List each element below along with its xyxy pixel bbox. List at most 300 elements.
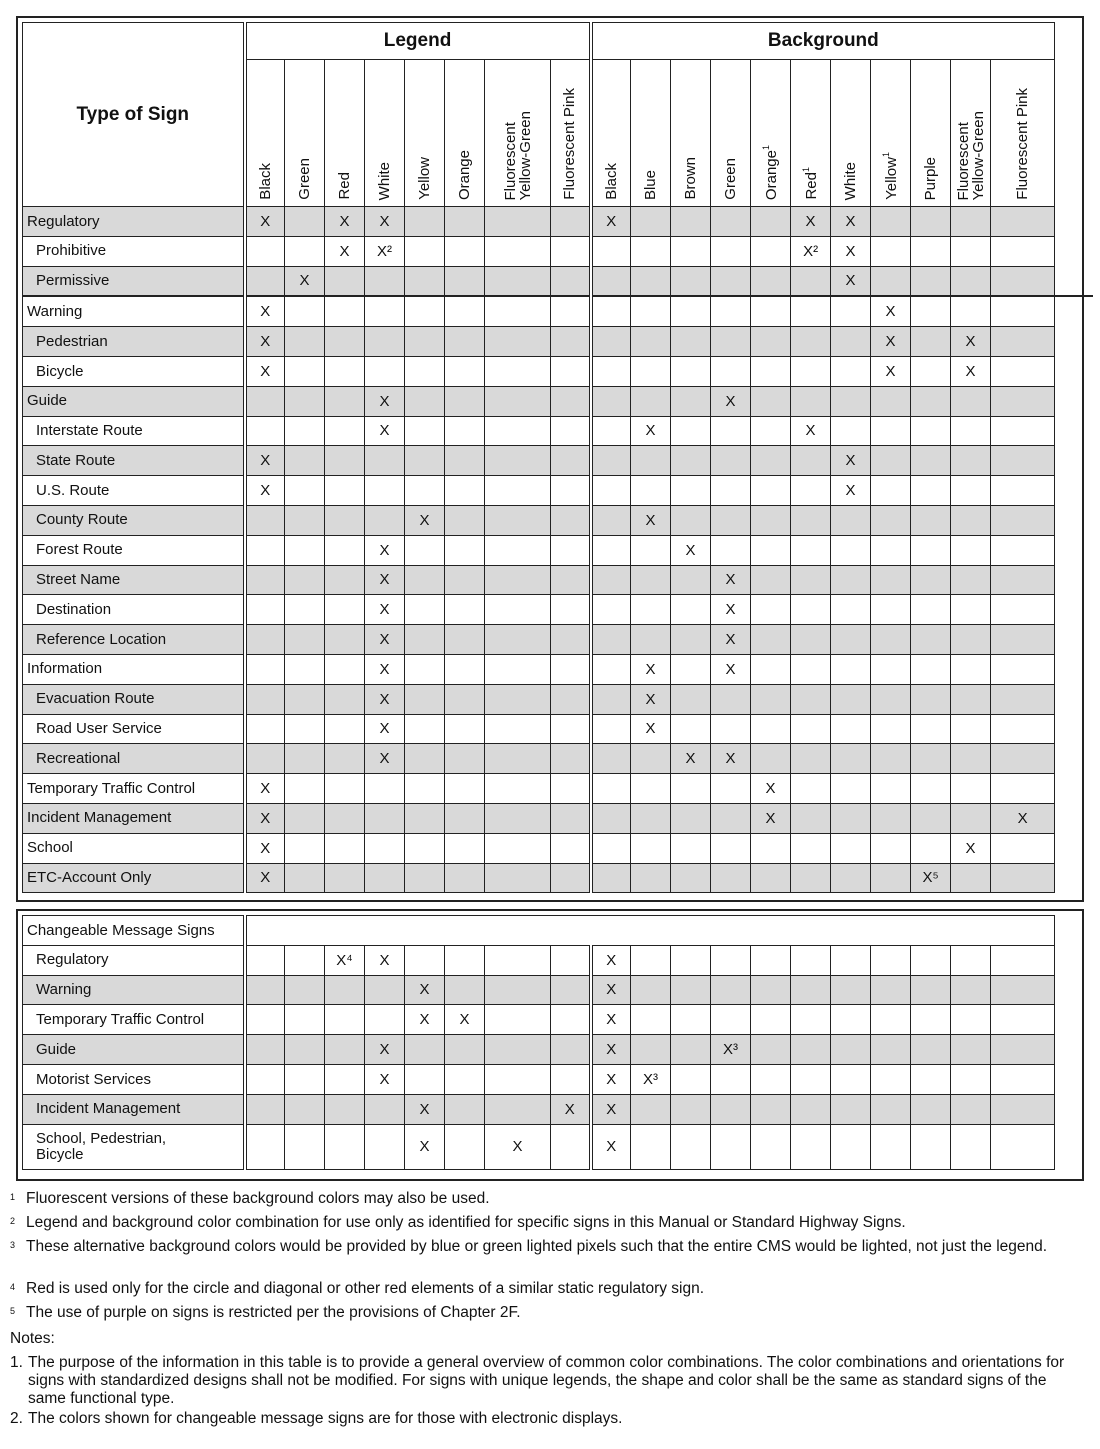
sign-type-name: Warning [23,296,245,326]
legend-cell [485,236,551,266]
footnote-mark: 4 [10,1282,16,1292]
legend-cell [405,1035,445,1065]
background-cell [591,803,631,833]
background-cell [951,714,991,744]
legend-cell [485,327,551,357]
background-cell: X² [791,236,831,266]
background-cell [671,356,711,386]
legend-cell: X [325,236,365,266]
table-row [23,1005,1093,1035]
background-cell: X [711,595,751,625]
table-row [23,684,1093,714]
table-row [23,975,1093,1005]
legend-cell: X [365,1064,405,1094]
background-cell [791,1124,831,1169]
background-cell [911,1094,951,1124]
legend-column-header [445,60,485,207]
background-cell [951,505,991,535]
legend-cell [405,356,445,386]
background-cell [791,446,831,476]
legend-cell [245,744,285,774]
background-cell [631,356,671,386]
legend-cell [485,446,551,476]
legend-cell [405,744,445,774]
legend-cell [445,833,485,863]
legend-cell [405,416,445,446]
background-cell [951,684,991,714]
legend-cell [285,386,325,416]
background-cell [871,565,911,595]
background-cell [791,1035,831,1065]
legend-column-label-text: Black [256,163,274,200]
background-cell: X [591,1035,631,1065]
legend-cell [445,774,485,804]
legend-cell: X [245,774,285,804]
background-column-label [1015,88,1030,200]
footnote-ref: 1 [761,144,772,150]
background-cell [711,1094,751,1124]
background-cell [631,945,671,975]
legend-cell [445,595,485,625]
background-cell [911,1035,951,1065]
legend-cell [325,1124,365,1169]
background-cell [631,803,671,833]
background-cell [631,386,671,416]
background-cell: X³ [631,1064,671,1094]
background-cell [791,803,831,833]
background-cell [591,416,631,446]
legend-cell [551,476,591,506]
table-row [23,207,1093,237]
background-cell [951,975,991,1005]
sign-type-name: State Route [23,446,245,476]
legend-cell [245,714,285,744]
background-cell: X [951,833,991,863]
background-cell [591,236,631,266]
background-cell: X [631,505,671,535]
background-cell [591,654,631,684]
sign-type-name: Information [23,654,245,684]
legend-cell [325,327,365,357]
cms-rows [23,916,1093,1170]
background-cell [991,207,1055,237]
legend-cell [405,803,445,833]
legend-column-header [285,60,325,207]
sign-type-name: Guide [23,386,245,416]
legend-column-label [417,157,432,200]
legend-cell [551,535,591,565]
background-column-label [843,162,858,200]
background-cell [751,446,791,476]
background-cell [791,684,831,714]
background-cell [871,505,911,535]
legend-cell: X [245,356,285,386]
background-cell [871,654,911,684]
background-cell [631,774,671,804]
legend-cell: X [365,625,405,655]
background-cell [791,863,831,893]
background-cell [991,1124,1055,1169]
background-cell [711,833,751,863]
legend-cell: X [245,296,285,326]
legend-cell [445,803,485,833]
background-cell [831,714,871,744]
legend-cell [445,266,485,296]
background-cell [831,1064,871,1094]
legend-cell [325,714,365,744]
background-cell [791,945,831,975]
background-cell [711,1064,751,1094]
legend-cell [285,1124,325,1169]
legend-group-header: Legend [245,23,591,60]
table-row [23,945,1093,975]
background-cell [951,535,991,565]
background-cell [911,1005,951,1035]
legend-cell: X [365,535,405,565]
background-cell [951,416,991,446]
background-cell [631,296,671,326]
legend-cell [485,1035,551,1065]
background-cell [791,774,831,804]
background-cell [911,476,951,506]
background-cell [671,266,711,296]
legend-cell [365,446,405,476]
background-cell [911,744,951,774]
legend-cell [325,863,365,893]
legend-column-label-text: Orange [456,149,473,200]
background-cell [871,833,911,863]
background-cell [711,535,751,565]
cms-table-frame [16,909,1084,1181]
background-cell [791,565,831,595]
background-cell [751,207,791,237]
legend-cell [245,1094,285,1124]
legend-cell [325,535,365,565]
legend-cell [365,266,405,296]
background-column-label [683,157,698,200]
table-row [23,476,1093,506]
legend-cell [405,207,445,237]
background-cell [831,975,871,1005]
background-cell [671,416,711,446]
legend-cell [485,975,551,1005]
background-cell: X [991,803,1055,833]
background-cell [791,625,831,655]
table-row [23,714,1093,744]
legend-cell [245,266,285,296]
legend-column-header [325,60,365,207]
background-cell [911,266,951,296]
legend-cell: X [365,945,405,975]
background-cell [831,654,871,684]
background-cell [871,714,911,744]
background-cell [831,1094,871,1124]
sign-type-name: Evacuation Route [23,684,245,714]
background-cell [831,684,871,714]
background-cell [671,975,711,1005]
legend-cell: X [405,1124,445,1169]
legend-cell [445,296,485,326]
background-cell [591,476,631,506]
legend-cell: X [365,1035,405,1065]
background-cell: X [591,1094,631,1124]
legend-cell [245,684,285,714]
legend-cell [551,774,591,804]
legend-cell [485,476,551,506]
sign-type-name: School [23,833,245,863]
background-column-label [723,158,738,200]
background-cell [671,565,711,595]
legend-cell [325,356,365,386]
table-row [23,1035,1093,1065]
background-cell [671,684,711,714]
background-cell: X [791,207,831,237]
background-cell [791,296,831,326]
background-cell [671,863,711,893]
background-column-header [751,60,791,207]
legend-cell: X [405,505,445,535]
legend-cell [551,684,591,714]
background-cell [831,945,871,975]
table-row [23,833,1093,863]
legend-cell [405,774,445,804]
background-cell [991,1005,1055,1035]
legend-column-label [562,88,577,200]
background-cell: X [831,266,871,296]
table-row [23,863,1093,893]
legend-cell [285,1094,325,1124]
background-cell [591,565,631,595]
background-cell [951,1064,991,1094]
legend-cell [405,236,445,266]
sign-type-name: Road User Service [23,714,245,744]
legend-cell [285,296,325,326]
legend-cell [285,236,325,266]
background-cell [831,1124,871,1169]
legend-cell [551,296,591,326]
background-cell [671,945,711,975]
background-cell [991,535,1055,565]
background-cell [911,1064,951,1094]
legend-cell [245,505,285,535]
legend-column-label [258,163,273,200]
legend-cell [551,1064,591,1094]
background-cell [671,1005,711,1035]
legend-cell [405,386,445,416]
background-cell [671,1094,711,1124]
background-cell [671,476,711,506]
legend-cell [445,535,485,565]
legend-cell [551,744,591,774]
legend-cell [285,356,325,386]
legend-column-label-text: Red [336,172,353,200]
background-cell [871,476,911,506]
legend-cell [365,863,405,893]
legend-cell [405,296,445,326]
legend-cell [365,505,405,535]
legend-cell: X [245,833,285,863]
background-cell [911,446,951,476]
footnote-text: Red is used only for the circle and diagonal or other red elements of a similar static regulatory sign. [26,1280,705,1297]
table-row [23,774,1093,804]
legend-cell: X [365,207,405,237]
background-cell [671,446,711,476]
background-cell [751,1064,791,1094]
legend-cell [365,975,405,1005]
background-cell [671,774,711,804]
background-cell [751,266,791,296]
legend-cell [245,416,285,446]
legend-cell [245,1064,285,1094]
background-cell [751,744,791,774]
legend-cell [365,327,405,357]
background-cell [871,236,911,266]
background-cell: X [591,207,631,237]
background-cell [671,654,711,684]
legend-cell [551,654,591,684]
background-column-label [882,152,899,200]
legend-cell [485,266,551,296]
background-cell: X [831,446,871,476]
legend-cell [445,505,485,535]
background-cell [991,266,1055,296]
background-cell [711,1124,751,1169]
background-cell [631,565,671,595]
legend-cell [445,684,485,714]
background-cell [591,266,631,296]
background-cell [711,505,751,535]
background-cell: X [871,296,911,326]
legend-cell [551,1005,591,1035]
legend-cell [365,476,405,506]
legend-cell [405,535,445,565]
footnote-mark: 1 [10,1192,16,1202]
legend-cell [405,327,445,357]
legend-cell [325,386,365,416]
legend-cell [285,446,325,476]
sign-type-name: Street Name [23,565,245,595]
background-column-header [791,60,831,207]
background-cell [991,684,1055,714]
background-cell [791,975,831,1005]
background-cell [791,356,831,386]
background-cell [911,975,951,1005]
background-cell [911,774,951,804]
background-cell [671,803,711,833]
background-cell [791,327,831,357]
background-cell [991,833,1055,863]
background-cell [991,356,1055,386]
legend-cell [445,207,485,237]
background-cell [671,714,711,744]
legend-cell [551,386,591,416]
legend-cell [485,774,551,804]
legend-cell: X [325,207,365,237]
background-cell [631,1035,671,1065]
legend-column-label-text: Yellow [416,157,433,200]
background-cell [831,1005,871,1035]
legend-cell [485,863,551,893]
background-cell [671,1035,711,1065]
background-cell [711,416,751,446]
legend-cell [551,833,591,863]
legend-cell: X [405,1005,445,1035]
legend-column-label-text: Fluorescent Pink [561,88,579,200]
background-cell [631,266,671,296]
table-row [23,505,1093,535]
background-cell [951,945,991,975]
background-cell [871,386,911,416]
background-cell [991,446,1055,476]
background-cell [831,595,871,625]
background-cell [991,327,1055,357]
legend-cell [245,625,285,655]
background-cell [791,1094,831,1124]
sign-type-name: Bicycle [23,356,245,386]
legend-column-header [551,60,591,207]
background-cell [751,1094,791,1124]
legend-cell [325,1064,365,1094]
table-row [23,327,1093,357]
legend-cell [445,327,485,357]
background-cell: X [631,416,671,446]
footnotes-section [10,1190,1090,1440]
background-cell [791,505,831,535]
legend-cell: X [405,1094,445,1124]
background-cell [671,327,711,357]
background-cell [871,535,911,565]
background-cell [831,863,871,893]
legend-cell: X [365,654,405,684]
legend-cell [551,327,591,357]
legend-cell [285,595,325,625]
background-cell: X [791,416,831,446]
legend-cell [365,296,405,326]
background-cell [871,803,911,833]
background-cell [791,833,831,863]
background-cell [991,625,1055,655]
background-cell [711,236,751,266]
background-cell [591,863,631,893]
legend-cell [445,476,485,506]
legend-cell [325,803,365,833]
background-cell [911,654,951,684]
table-row [23,1094,1093,1124]
legend-column-label-text: White [376,161,393,200]
legend-cell [445,1124,485,1169]
legend-cell [285,476,325,506]
legend-cell [445,356,485,386]
legend-cell [325,625,365,655]
background-column-label [643,170,658,200]
legend-cell [485,386,551,416]
background-cell: X [751,774,791,804]
background-cell [991,774,1055,804]
background-column-header [991,60,1055,207]
legend-cell [365,356,405,386]
sign-type-name: U.S. Route [23,476,245,506]
background-cell [911,535,951,565]
legend-cell [485,416,551,446]
background-cell [791,595,831,625]
legend-cell: X [245,476,285,506]
background-cell [991,744,1055,774]
background-cell [991,975,1055,1005]
background-cell [631,1005,671,1035]
background-cell [751,625,791,655]
sign-type-name: Temporary Traffic Control [23,774,245,804]
background-cell [871,446,911,476]
